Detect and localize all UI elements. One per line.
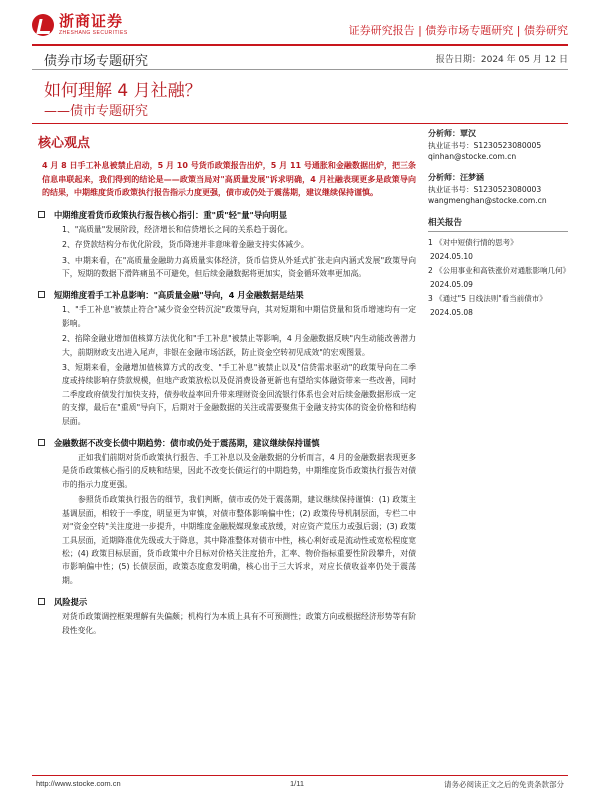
main-content — [32, 132, 420, 637]
section-heading-text: 中期维度看货币政策执行报告核心指引：重"质"轻"量"导向明显 — [54, 209, 288, 220]
sidebar — [428, 128, 571, 320]
analyst-email[interactable]: wangmenghan@stocke.com.cn — [428, 196, 547, 205]
related-report-date: 2024.05.09 — [430, 280, 473, 289]
title-divider — [32, 123, 568, 124]
company-logo — [32, 14, 128, 36]
related-reports-heading: 相关报告 — [428, 216, 568, 232]
report-title: 如何理解 4 月社融？ — [44, 81, 202, 101]
related-reports-list — [428, 236, 571, 320]
logo-english-name: ZHESHANG SECURITIES — [59, 30, 128, 36]
section-bond-trend — [32, 437, 420, 587]
section-heading — [32, 596, 420, 608]
checkbox-square-icon — [38, 291, 45, 298]
related-report-date: 2024.05.10 — [430, 252, 473, 261]
section-mid-term — [32, 209, 420, 281]
footer-disclaimer: 请务必阅读正文之后的免责条款部分 — [444, 780, 564, 789]
report-series: 债券市场专题研究 — [44, 54, 149, 69]
report-header — [32, 14, 568, 40]
section-heading — [32, 289, 420, 301]
related-report-link[interactable]: 1 《对中短债行情的思考》 — [428, 238, 518, 247]
paragraph: 正如我们前期对货币政策执行报告、手工补息以及金融数据的分析而言，4 月的金融数据表现更多是货币政策核心指引的反映和结果，因此不改变长债运行的中期趋势，中期维度货币政策执行报告对债市的指示力度更强。 — [62, 453, 416, 489]
section-heading — [32, 437, 420, 449]
section-short-term — [32, 289, 420, 428]
paragraph: 2、存贷款结构分布优化阶段，货币降速并非意味着金融支持实体减少。 — [62, 240, 309, 250]
related-report-date: 2024.05.08 — [430, 308, 473, 317]
checkbox-square-icon — [38, 439, 45, 446]
checkbox-square-icon — [38, 598, 45, 605]
section-heading-text: 短期维度看手工补息影响："高质量金融"导向，4 月金融数据是结果 — [54, 290, 304, 301]
related-report-link[interactable]: 2 《公用事业和高铁涨价对通胀影响几何》 — [428, 266, 571, 275]
paragraph: 3、中期来看，在"高质量金融助力高质量实体经济，货币信贷从外延式扩张走向内涵式发展"政策导向下，短期的数据下滑阵痛虽不可避免，但后续金融数据将更加实，资金循环效率更加高。 — [62, 255, 416, 278]
analyst-name: 分析师：汪梦涵 — [428, 173, 484, 182]
analyst-email[interactable]: qinhan@stocke.com.cn — [428, 152, 517, 161]
footer-url[interactable]: http://www.stocke.com.cn — [36, 779, 121, 788]
section-heading-text: 金融数据不改变长债中期趋势：债市或仍处于震荡期，建议继续保持谨慎 — [54, 438, 320, 449]
paragraph: 1、"高质量"发展阶段，经济增长和信贷增长之间的关系趋于弱化。 — [62, 224, 293, 234]
analyst-license: 执业证书号：S1230523080003 — [428, 185, 542, 194]
analyst-name: 分析师：覃汉 — [428, 129, 476, 138]
analyst-card — [428, 128, 568, 162]
report-date: 报告日期：2024 年 05 月 12 日 — [435, 55, 568, 65]
checkbox-square-icon — [38, 211, 45, 218]
logo-mark-icon — [32, 14, 54, 36]
analyst-license: 执业证书号：S1230523080005 — [428, 141, 542, 150]
related-report-link[interactable]: 3 《通过"5 日线法则"看当前债市》 — [428, 294, 547, 303]
footer-divider — [32, 775, 568, 776]
report-subtitle: ——债市专题研究 — [44, 104, 149, 119]
paragraph: 1、"手工补息"被禁止符合"减少资金空转沉淀"政策导向，其对短期和中期信贷量和货币增速均有一定影响。 — [62, 305, 416, 328]
paragraph: 3、短期来看，金融增加值核算方式的改变、"手工补息"被禁止以及"信贷需求驱动"的政策导向在二季度或持续影响存贷款规模，但地产政策放松以及促消费设备更新也有望给实体融资带来一些改善，同时二季度政府债发行加快支持，债券收益率回升带来理财资金回流银行体系也会对后续金融数据形成一定的支撑，最后在"重质"导向下，后期对于金融数据的关注或需要聚焦于金融支持实体的资金价格和结构层面。 — [62, 363, 416, 426]
paragraph: 2、掐除金融业增加值核算方法优化和"手工补息"被禁止等影响，4 月金融数据反映"内生动能改善潜力大，前期财政支出进入尾声，非银在金融市场活跃，防止资金空转初见成效"的宏观图景。 — [62, 334, 416, 357]
header-divider — [32, 44, 568, 46]
section-heading-text: 风险提示 — [54, 597, 88, 608]
paragraph: 对货币政策调控框架理解有失偏颇；机构行为本质上具有不可预测性；政策方向或根据经济形势等有阶段性变化。 — [62, 612, 416, 635]
subheader-divider — [32, 69, 568, 70]
paragraph: 参照货币政策执行报告的细节，我们判断，债市或仍处于震荡期，建议继续保持谨慎：(1) 政策主基调层面，相较于一季度，明显更为审慎，对债市整体影响偏中性；(2) 政策传导机制层面，专栏二中对"资金空转"关注度进一步提升，中期维度金融脱媒现象或放缓，对应资产荒压力或强后弱；(3) 政策工具层面，近期降准优先级或大于降息，其中降准整体对债市中性，核心利好或是流动性或宽松程度宽松；(4) 政策目标层面，货币政策中介目标对价格关注度抬升，汇率、物价指标重要性阶段攀升，对债市影响偏中性；(5) 长债层面，政策态度愈发明确，核心出于三大诉求，对应长债收益率仍处于震荡期。 — [62, 495, 416, 585]
logo-chinese-name: 浙商证券 — [59, 12, 124, 30]
section-risk — [32, 596, 420, 637]
analyst-card — [428, 172, 568, 206]
page-number: 1/11 — [290, 779, 305, 788]
core-view-heading: 核心观点 — [38, 136, 91, 151]
core-summary: 4 月 8 日手工补息被禁止启动，5 月 10 号货币政策报告出炉，5 月 11 号通胀和金融数据出炉，把三条信息串联起来，我们得到的结论是——政策当局对"高质量发展"诉求明确，4 月社融表现更多是政策导向的结果，中期维度货币政策执行报告指示力度更强，债市或仍处于震荡期，建议继续保持谨慎。 — [42, 161, 416, 198]
section-heading — [32, 209, 420, 221]
report-categories: 证券研究报告 | 债券市场专题研究 | 债券研究 — [348, 24, 568, 37]
